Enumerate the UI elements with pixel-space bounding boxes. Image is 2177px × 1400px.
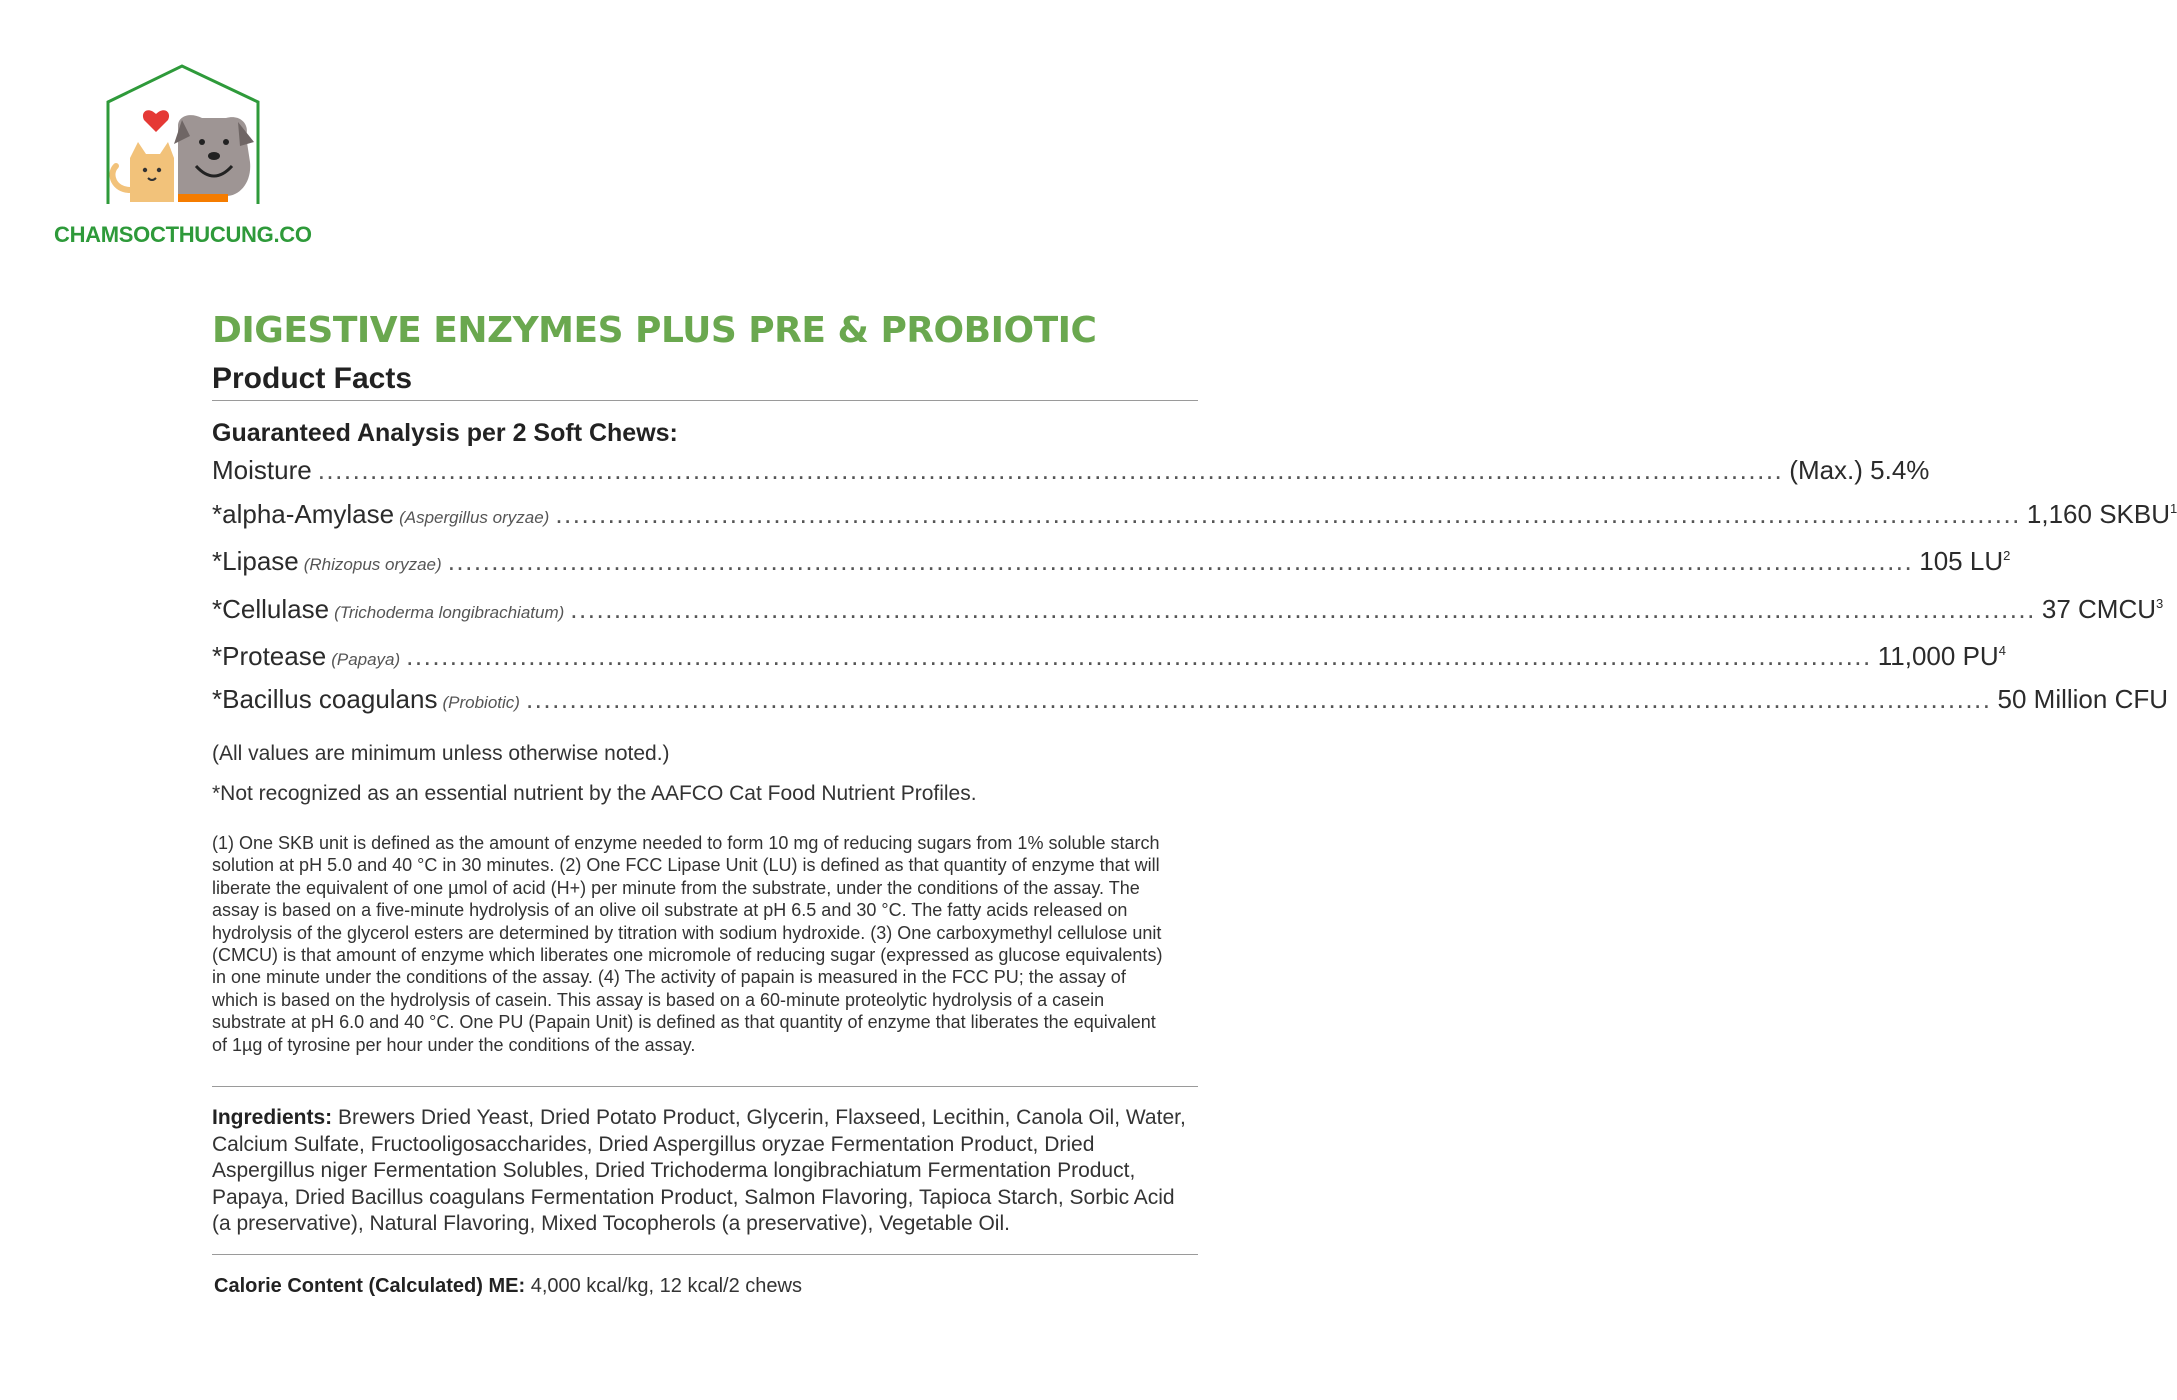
nutrient-value: 50 Million CFU [1997,683,2169,714]
analysis-row [212,537,2011,585]
scientific-name: (Aspergillus oryzae) [399,507,550,527]
pet-house-logo-icon [90,62,280,212]
analysis-row [212,632,2006,680]
ingredients-label: Ingredients: [212,1106,333,1130]
aafco-note: *Not recognized as an essential nutrient by the AAFCO Cat Food Nutrient Profiles. [212,782,977,805]
nutrient-name: *alpha-Amylase (Aspergillus oryzae) [212,498,550,529]
section-title: Product Facts [212,362,413,395]
scientific-name: (Papaya) [331,650,401,669]
nutrient-value: 105 $LU^2$ [1919,546,2011,576]
leader-dots: ........................................................................................................................................................................ [555,498,2021,529]
analysis-row [212,585,2164,633]
nutrient-name: *Bacillus coagulans (Probiotic) [212,683,520,714]
calorie-content [212,1275,1198,1298]
footnote-ref: 4 [1998,643,2006,658]
unit-definitions-footnotes: (1) One SKB unit is defined as the amount of enzyme needed to form 10 mg of reducing sugars from 1% soluble starch solution at pH 5.0 and 40 °C in 30 minutes. (2) One FCC Lipase Unit (LU) is defined as that quantity of enzyme that will liberate the equivalent of one µmol of acid (H+) per minute from the substrate, under the conditions of the assay. The assay is based on a five-minute hydrolysis of an olive oil substrate at pH 6.5 and 30 °C. The fatty acids released on hydrolysis of the glycerol esters are determined by titration with sodium hydroxide. (3) One carboxymethyl cellulose unit (CMCU) is that amount of enzyme which liberates one micromole of reducing sugar (expressed as glucose equivalents) in one minute under the conditions of the assay. (4) The activity of papain is measured in the FCC PU; the assay of which is based on the hydrolysis of casein. This assay is based on a 60-minute proteolytic hydrolysis of a casein substrate at pH 6.0 and 40 °C. One PU (Papain Unit) is defined as that quantity of enzyme that liberates the equivalent of 1µg of tyrosine per hour under the conditions of the assay. [212,833,1163,1055]
nutrient-name: *Cellulase (Trichoderma longibrachiatum) [212,593,565,624]
product-facts-document [212,306,2177,1298]
leader-dots: ........................................................................................................................................................................ [525,683,1992,714]
divider [212,1086,1198,1087]
scientific-name: (Probiotic) [442,692,520,712]
brand-logo [50,62,310,252]
calorie-label: Calorie Content (Calculated) ME: [214,1274,526,1297]
analysis-row [212,451,1930,490]
page-title: DIGESTIVE ENZYMES PLUS PRE & PROBIOTIC [212,310,1097,351]
calorie-value: 4,000 kcal/kg, 12 kcal/2 chews [525,1274,802,1297]
leader-dots: ........................................................................................................................................................................ [570,593,2036,624]
analysis-row [212,680,2169,723]
footnote-ref: 3 [2156,595,2164,611]
scientific-name: (Rhizopus oryzae) [303,555,442,574]
nutrient-value: 37 CMCU$^3$ [2041,593,2164,624]
footnote-ref: 2 [2003,548,2011,563]
leader-dots: ........................................................................................................................................................................ [406,641,1872,671]
divider [212,400,1198,401]
ingredients-text: Brewers Dried Yeast, Dried Potato Product, Glycerin, Flaxseed, Lecithin, Canola Oil, Water, Calcium Sulfate, Fructooligosaccharides, Dried Aspergillus oryzae Fermentation Product, Dried Aspergillus niger Fermentation Solubles, Dried Trichoderma longibrachiatum Fermentation Product, Papaya, Dried Bacillus coagulans Fermentation Product, Salmon Flavoring, Tapioca Starch, Sorbic Acid (a preservative), Natural Flavoring, Mixed Tocopherols (a preservative), Vegetable Oil. [212,1106,1186,1236]
logo-wordmark: CHAMSOCTHUCUNG.CO [54,222,312,247]
nutrient-value: 1,160 SKBU$^1$ [2026,498,2177,529]
nutrient-value: 11,000 $PU^4$ [1877,641,2006,671]
nutrient-name: *Lipase (Rhizopus oryzae) [212,546,442,576]
ingredients-list [212,1105,1198,1238]
scientific-name: (Trichoderma longibrachiatum) [334,602,565,622]
analysis-heading: Guaranteed Analysis per 2 Soft Chews: [212,419,678,447]
leader-dots: ........................................................................................................................................................................ [447,546,1914,576]
leader-dots: ........................................................................................................................................................................ [317,455,1784,485]
nutrient-name: Moisture [212,455,312,485]
nutrient-value: (Max.) 5.4% [1789,455,1930,485]
divider [212,1254,1198,1255]
analysis-row [212,490,2177,538]
nutrient-name: *Protease (Papaya) [212,641,401,671]
minimum-values-note: (All values are minimum unless otherwise noted.) [212,742,670,765]
footnote-ref: 1 [2170,500,2177,516]
